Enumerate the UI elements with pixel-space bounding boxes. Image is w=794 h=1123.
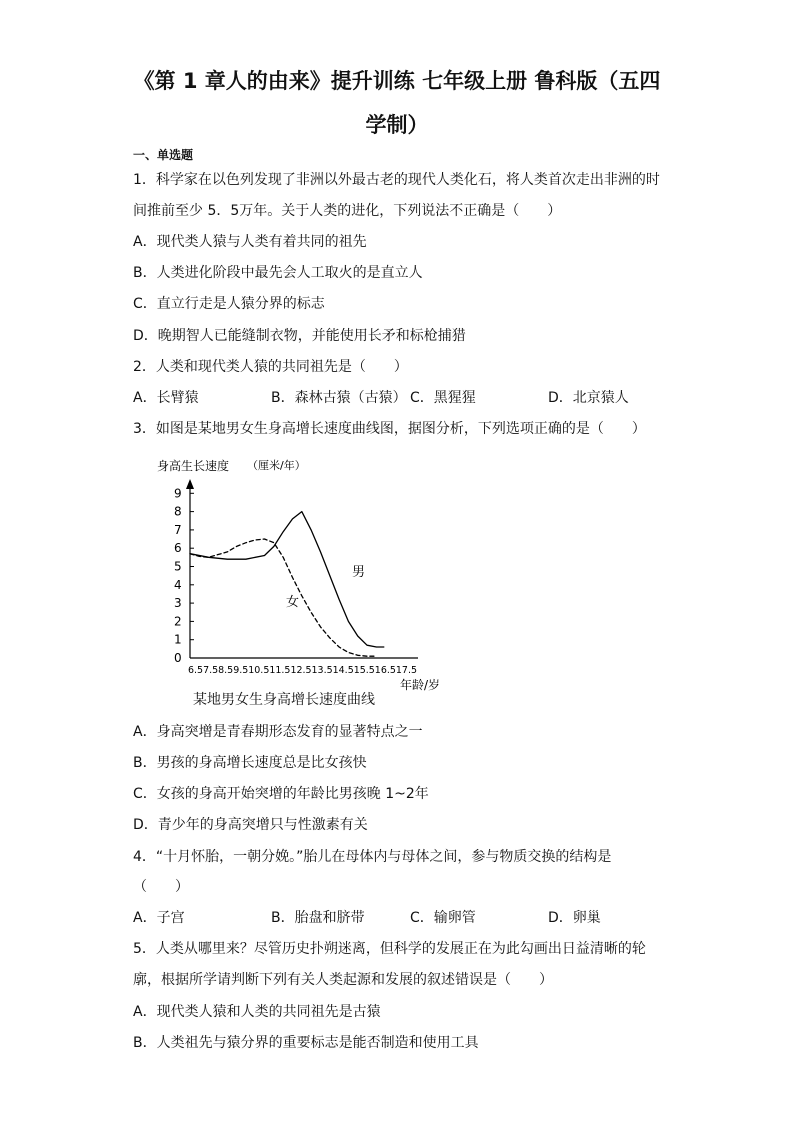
chart-y-tick-label: 4 — [174, 577, 182, 592]
section-heading: 一、单选题 — [133, 148, 194, 162]
q5-option-a: A．现代类人猿和人类的共同祖先是古猿 — [133, 1004, 381, 1020]
q3-option-c: C．女孩的身高开始突增的年龄比男孩晚 1~2年 — [133, 786, 429, 802]
q1-stem-line1: 1．科学家在以色列发现了非洲以外最古老的现代人类化石，将人类首次走出非洲的时 — [133, 172, 660, 188]
q3-option-d: D．青少年的身高突增只与性激素有关 — [133, 817, 368, 833]
q2-option-a: A．长臂猿 — [133, 390, 199, 406]
chart-series-label: 男 — [352, 565, 366, 580]
q4-option-c: C．输卵管 — [410, 910, 476, 926]
q1-option-d: D．晚期智人已能缝制衣物，并能使用长矛和标枪捕猎 — [133, 328, 466, 344]
chart-yunit: （厘米/年） — [247, 459, 306, 472]
q3-option-b: B．男孩的身高增长速度总是比女孩快 — [133, 755, 367, 771]
chart-y-tick-label: 9 — [174, 486, 182, 501]
chart-y-tick-label: 3 — [174, 596, 182, 611]
q2-option-c: C．黑猩猩 — [410, 390, 476, 406]
q3-stem: 3．如图是某地男女生身高增长速度曲线图，据图分析，下列选项正确的是（ ） — [133, 421, 646, 437]
chart-x-tick-labels: 6.57.58.59.510.511.512.513.514.515.516.517.5 — [188, 665, 417, 676]
q2-stem: 2．人类和现代类人猿的共同祖先是（ ） — [133, 359, 408, 375]
q5-stem-line1: 5．人类从哪里来？尽管历史扑朔迷离，但科学的发展正在为此勾画出日益清晰的轮 — [133, 941, 646, 957]
q1-option-a: A．现代类人猿与人类有着共同的祖先 — [133, 234, 367, 250]
chart-series-label: 女 — [286, 595, 300, 610]
chart-ylabel: 身高生长速度 — [157, 459, 230, 473]
q4-stem-line1: 4．“十月怀胎，一朝分娩。”胎儿在母体内与母体之间，参与物质交换的结构是 — [133, 849, 612, 865]
chart-y-tick-label: 7 — [174, 522, 182, 537]
doc-title-line1: 《第 1 章人的由来》提升训练 七年级上册 鲁科版（五四 — [133, 69, 661, 93]
doc-title-line2: 学制） — [365, 113, 429, 137]
chart-y-axis-arrow — [186, 479, 194, 489]
chart-caption: 某地男女生身高增长速度曲线 — [193, 692, 375, 708]
q3-option-a: A．身高突增是青春期形态发育的显著特点之一 — [133, 724, 423, 740]
q1-option-c: C．直立行走是人猿分界的标志 — [133, 296, 325, 312]
q1-option-b: B．人类进化阶段中最先会人工取火的是直立人 — [133, 265, 423, 281]
q1-stem-line2: 间推前至少 5．5万年。关于人类的进化，下列说法不正确是（ ） — [133, 203, 562, 219]
chart-y-tick-label: 5 — [174, 559, 182, 574]
q2-option-d: D．北京猿人 — [548, 390, 629, 406]
q4-stem-line2: （ ） — [133, 879, 189, 895]
chart-y-tick-label: 0 — [174, 651, 182, 665]
chart-y-tick-label: 1 — [174, 632, 182, 647]
q4-option-b: B．胎盘和脐带 — [271, 910, 365, 926]
q4-option-d: D．卵巢 — [548, 910, 601, 926]
chart-y-tick-label: 2 — [174, 614, 182, 629]
q5-stem-line2: 廓，根据所学请判断下列有关人类起源和发展的叙述错误是（ ） — [133, 972, 553, 988]
q5-option-b: B．人类祖先与猿分界的重要标志是能否制造和使用工具 — [133, 1035, 479, 1051]
chart-xlabel: 年龄/岁 — [400, 678, 441, 692]
chart-y-tick-label: 8 — [174, 504, 182, 519]
q4-option-a: A．子宫 — [133, 910, 185, 926]
height-growth-chart — [150, 455, 450, 700]
chart-y-tick-label: 6 — [174, 541, 182, 556]
chart-series-line-female — [190, 539, 376, 656]
q2-option-b: B．森林古猿（古猿） — [271, 390, 407, 406]
